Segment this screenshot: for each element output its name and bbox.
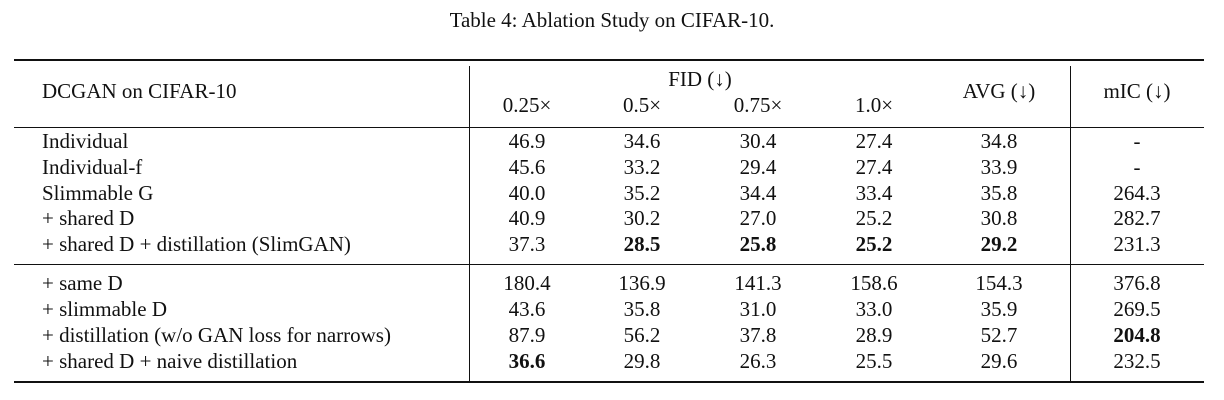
width-header-3: 1.0× bbox=[854, 93, 894, 117]
row-label: Individual bbox=[42, 129, 129, 153]
table-cell: 43.6 bbox=[508, 297, 546, 321]
table-cell: 136.9 bbox=[618, 271, 666, 295]
table-cell: 204.8 bbox=[1113, 323, 1161, 347]
table-cell: 27.0 bbox=[739, 206, 777, 231]
table-cell: 35.8 bbox=[980, 180, 1018, 205]
table-cell: 231.3 bbox=[1113, 232, 1161, 257]
row-label: + slimmable D bbox=[42, 297, 167, 321]
table-cell: - bbox=[1133, 129, 1141, 153]
table-cell: 36.6 bbox=[508, 349, 546, 373]
table-cell: 154.3 bbox=[975, 271, 1023, 295]
row-label: + shared D + naive distillation bbox=[42, 349, 298, 373]
label-column-divider bbox=[469, 66, 470, 382]
table-cell: 33.0 bbox=[855, 297, 893, 321]
table-caption: Table 4: Ablation Study on CIFAR-10. bbox=[449, 8, 775, 32]
group-separator-rule bbox=[14, 264, 1204, 265]
row-label: + distillation (w/o GAN loss for narrows) bbox=[42, 323, 391, 347]
table-cell: 27.4 bbox=[855, 129, 893, 153]
table-cell: 232.5 bbox=[1113, 349, 1161, 373]
width-header-2: 0.75× bbox=[733, 93, 783, 117]
table-cell: 25.2 bbox=[855, 232, 893, 257]
row-label: + shared D + distillation (SlimGAN) bbox=[42, 232, 351, 257]
table-cell: 33.2 bbox=[623, 154, 661, 179]
top-rule bbox=[14, 59, 1204, 61]
row-label: + shared D bbox=[42, 206, 135, 231]
table-cell: 141.3 bbox=[734, 271, 782, 295]
table-cell: 40.0 bbox=[508, 180, 546, 205]
table-cell: 37.3 bbox=[508, 232, 546, 257]
table-cell: 264.3 bbox=[1113, 180, 1161, 205]
table-cell: 46.9 bbox=[508, 129, 546, 153]
bottom-rule bbox=[14, 381, 1204, 383]
width-header-1: 0.5× bbox=[622, 93, 662, 117]
table-cell: 158.6 bbox=[850, 271, 898, 295]
table-cell: 180.4 bbox=[503, 271, 551, 295]
mic-header: mIC (↓) bbox=[1103, 79, 1171, 103]
table-cell: 29.6 bbox=[980, 349, 1018, 373]
table-cell: 35.9 bbox=[980, 297, 1018, 321]
table-cell: 30.2 bbox=[623, 206, 661, 231]
avg-header: AVG (↓) bbox=[962, 79, 1036, 103]
table-cell: 30.8 bbox=[980, 206, 1018, 231]
table-cell: 29.8 bbox=[623, 349, 661, 373]
row-label-header: DCGAN on CIFAR-10 bbox=[42, 79, 237, 103]
table-cell: 45.6 bbox=[508, 154, 546, 179]
header-rule bbox=[14, 127, 1204, 128]
table-cell: 25.8 bbox=[739, 232, 777, 257]
table-cell: 25.5 bbox=[855, 349, 893, 373]
table-cell: 29.2 bbox=[980, 232, 1018, 257]
width-header-0: 0.25× bbox=[502, 93, 552, 117]
table-cell: 28.5 bbox=[623, 232, 661, 257]
table-cell: 26.3 bbox=[739, 349, 777, 373]
table-cell: 52.7 bbox=[980, 323, 1018, 347]
table-cell: 29.4 bbox=[739, 154, 777, 179]
table-cell: 28.9 bbox=[855, 323, 893, 347]
table-cell: - bbox=[1133, 154, 1141, 179]
table-cell: 34.8 bbox=[980, 129, 1018, 153]
table-cell: 376.8 bbox=[1113, 271, 1161, 295]
table-cell: 33.4 bbox=[855, 180, 893, 205]
table-cell: 35.2 bbox=[623, 180, 661, 205]
table-cell: 37.8 bbox=[739, 323, 777, 347]
table-cell: 34.4 bbox=[739, 180, 777, 205]
row-label: Slimmable G bbox=[42, 180, 154, 205]
table-cell: 56.2 bbox=[623, 323, 661, 347]
fid-group-header: FID (↓) bbox=[668, 67, 732, 91]
table-cell: 269.5 bbox=[1113, 297, 1161, 321]
table-cell: 30.4 bbox=[739, 129, 777, 153]
table-cell: 27.4 bbox=[855, 154, 893, 179]
table-cell: 31.0 bbox=[739, 297, 777, 321]
row-label: Individual-f bbox=[42, 154, 143, 179]
table-cell: 40.9 bbox=[508, 206, 546, 231]
table-cell: 282.7 bbox=[1113, 206, 1161, 231]
table-cell: 34.6 bbox=[623, 129, 661, 153]
table-cell: 33.9 bbox=[980, 154, 1018, 179]
table-cell: 87.9 bbox=[508, 323, 546, 347]
table-cell: 25.2 bbox=[855, 206, 893, 231]
row-label: + same D bbox=[42, 271, 123, 295]
table-cell: 35.8 bbox=[623, 297, 661, 321]
mic-column-divider bbox=[1070, 66, 1071, 382]
